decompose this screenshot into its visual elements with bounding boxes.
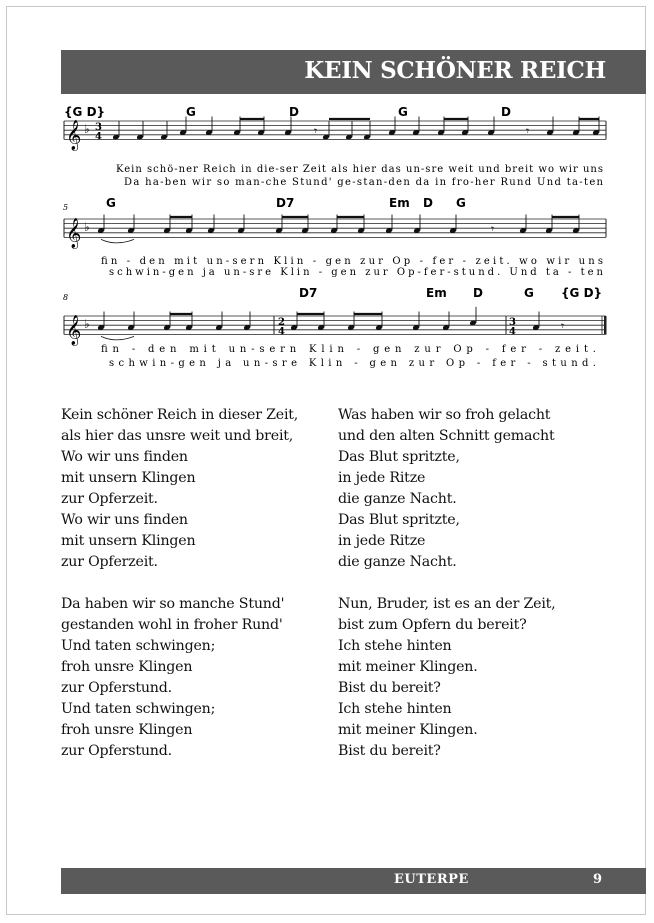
chord-symbol: D7 [299,286,318,300]
chord-symbol: G [186,105,196,119]
flat-icon: ♭ [84,122,90,137]
verse-line: Bist du bereit? [338,743,441,759]
chord-symbol: D [473,286,483,300]
chord-symbol: G [398,105,408,119]
verse-line: zur Opferstund. [61,743,172,759]
slur [101,239,134,243]
measure-number: 5 [63,203,69,212]
verse-line: Und taten schwingen; [61,638,216,654]
verse-line: Ich stehe hinten [338,638,452,654]
chord-symbol: {G D} [561,286,603,300]
final-bar-line [604,316,607,334]
verse-line: Bist du bereit? [338,680,441,696]
rest-icon: 𝄾 [491,221,495,236]
time-signature-bottom: 4 [509,326,516,338]
treble-clef-icon: 𝄞 [66,120,82,151]
lyrics-line-1: fin - den mit un-sern Klin - gen zur Op - fer - zeit. wo wir uns [101,256,603,267]
stanza-4 [338,594,618,762]
time-signature-bottom: 4 [95,131,102,143]
verse-line: mit meiner Klingen. [338,659,478,675]
verse-line: in jede Ritze [338,470,426,486]
time-signature-top: 3 [509,317,516,329]
lyrics-line-1: Kein schö-ner Reich in die-ser Zeit als hier das un-sre weit und breit wo wir uns [116,164,603,175]
verse-line: mit unsern Klingen [61,470,196,486]
rest-icon: 𝄾 [526,123,530,138]
time-signature-top: 2 [278,317,285,329]
verse-line: Das Blut spritzte, [338,449,460,465]
verse-line: zur Opferzeit. [61,554,158,570]
stanza-1 [61,405,341,573]
chord-symbol: D [501,105,511,119]
stanza-2 [61,594,341,762]
verse-line: Ich stehe hinten [338,701,452,717]
time-signature-top: 3 [95,122,102,134]
chord-symbol: D [289,105,299,119]
verse-line: mit unsern Klingen [61,533,196,549]
verse-line: bist zum Opfern du bereit? [338,617,527,633]
footer-label: EUTERPE [394,872,469,887]
measure-number: 8 [63,293,69,302]
verse-line: mit meiner Klingen. [338,722,478,738]
footer-bar [61,868,646,894]
verses-right-column [338,405,618,783]
rest-icon: 𝄾 [561,318,565,333]
time-signature-bottom: 4 [278,326,285,338]
verses-left-column [61,405,341,783]
title-bar [61,50,646,94]
chord-symbol: D7 [276,196,295,210]
sheet-music [61,104,608,376]
verse-line: froh unsre Klingen [61,659,193,675]
verse-line: Wo wir uns finden [61,512,188,528]
chord-symbol: Em [389,196,410,210]
flat-icon: ♭ [84,317,90,332]
verse-line: Kein schöner Reich in dieser Zeit, [61,407,299,423]
lyrics-line-2: schwin-gen ja un-sre Klin - gen zur Op - fer - stund. [109,358,596,369]
slur [101,336,134,340]
page-number: 9 [593,872,603,887]
verse-line: Wo wir uns finden [61,449,188,465]
verse-line: die ganze Nacht. [338,491,457,507]
verse-line: Das Blut spritzte, [338,512,460,528]
verse-line: die ganze Nacht. [338,554,457,570]
lyrics-line-2: schwin-gen ja un-sre Klin - gen zur Op-fer-stund. Und ta - ten [109,267,603,278]
lyrics-line-2: Da ha-ben wir so man-che Stund' ge-stan-den da in fro-her Rund Und ta-ten [124,177,604,188]
score-svg [61,104,608,376]
chord-symbol: Em [426,286,447,300]
rest-icon: 𝄾 [314,123,318,138]
verse-line: zur Opferstund. [61,680,172,696]
verse-line: in jede Ritze [338,533,426,549]
chord-symbol: D [423,196,433,210]
page-title: KEIN SCHÖNER REICH [304,57,606,84]
verse-line: als hier das unsre weit und breit, [61,428,294,444]
verse-line: Was haben wir so froh gelacht [338,407,551,423]
verse-line: und den alten Schnitt gemacht [338,428,555,444]
verse-line: Da haben wir so manche Stund' [61,596,285,612]
chord-symbol: G [106,196,116,210]
treble-clef-icon: 𝄞 [66,218,82,249]
verse-line: Und taten schwingen; [61,701,216,717]
flat-icon: ♭ [84,220,90,235]
chord-symbol: {G D} [64,105,106,119]
chord-symbol: G [456,196,466,210]
verse-line: zur Opferzeit. [61,491,158,507]
chord-symbol: G [524,286,534,300]
stanza-3 [338,405,618,573]
verse-line: gestanden wohl in froher Rund' [61,617,283,633]
verse-line: Nun, Bruder, ist es an der Zeit, [338,596,556,612]
verse-line: froh unsre Klingen [61,722,193,738]
verses [61,405,621,775]
lyrics-line-1: fin - den mit un-sern Klin - gen zur Op - fer - zeit. [101,344,596,355]
treble-clef-icon: 𝄞 [66,315,82,346]
